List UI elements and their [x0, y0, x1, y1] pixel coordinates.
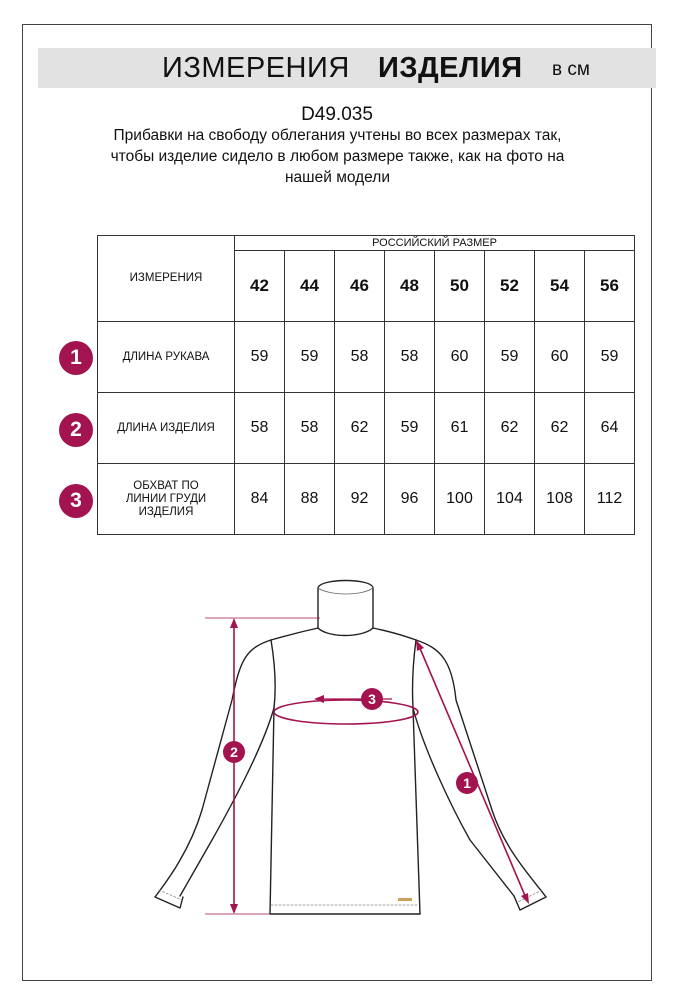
length-marker: 2	[230, 744, 238, 760]
table-cell: 112	[585, 464, 635, 535]
group-label: РОССИЙСКИЙ РАЗМЕР	[235, 236, 635, 251]
table-cell: 59	[485, 322, 535, 393]
corner-label: ИЗМЕРЕНИЯ	[98, 236, 235, 322]
size-header: 46	[335, 251, 385, 322]
collar-outline	[318, 581, 373, 629]
row-number-badge: 2	[59, 413, 93, 447]
table-cell: 59	[235, 322, 285, 393]
product-code: D49.035	[301, 104, 373, 125]
table-cell: 58	[235, 393, 285, 464]
size-header: 44	[285, 251, 335, 322]
title-units: в см	[552, 59, 590, 80]
table-row	[98, 464, 635, 535]
table-cell: 62	[485, 393, 535, 464]
size-header: 54	[535, 251, 585, 322]
table-cell: 62	[335, 393, 385, 464]
fit-note: Прибавки на свободу облегания учтены во всех размерах так, чтобы изделие сидело в любом размере также, как на фото на нашей модели	[110, 127, 565, 186]
table-cell: 62	[535, 393, 585, 464]
left-sleeve-outer	[155, 640, 271, 897]
table-cell: 60	[435, 322, 485, 393]
chest-marker: 3	[368, 691, 376, 707]
row-number-badge: 1	[59, 341, 93, 375]
garment-sketch	[0, 560, 674, 940]
table-row	[98, 393, 635, 464]
chest-ellipse	[274, 700, 418, 724]
right-sleeve-inner	[413, 708, 514, 896]
table-cell: 60	[535, 322, 585, 393]
sleeve-marker: 1	[463, 775, 471, 791]
right-side-seam	[412, 640, 420, 914]
table-cell: 96	[385, 464, 435, 535]
row-label: ОБХВАТ ПО ЛИНИИ ГРУДИ ИЗДЕЛИЯ	[98, 464, 235, 535]
table-cell: 92	[335, 464, 385, 535]
table-cell: 104	[485, 464, 535, 535]
left-sleeve-inner	[180, 708, 274, 896]
left-side-seam	[270, 640, 275, 914]
size-table	[97, 235, 635, 535]
table-cell: 88	[285, 464, 335, 535]
table-cell: 61	[435, 393, 485, 464]
row-number-badge: 3	[59, 484, 93, 518]
title-regular: ИЗМЕРЕНИЯ	[162, 52, 350, 84]
left-shoulder	[271, 628, 318, 640]
size-header: 48	[385, 251, 435, 322]
label-tag	[398, 898, 412, 901]
size-header: 42	[235, 251, 285, 322]
table-cell: 58	[385, 322, 435, 393]
title-bold: ИЗДЕЛИЯ	[378, 52, 523, 84]
table-cell: 58	[335, 322, 385, 393]
size-header: 56	[585, 251, 635, 322]
row-label: ДЛИНА ИЗДЕЛИЯ	[98, 393, 235, 464]
right-shoulder	[373, 628, 416, 640]
table-cell: 64	[585, 393, 635, 464]
table-cell: 84	[235, 464, 285, 535]
table-cell: 59	[385, 393, 435, 464]
table-cell: 59	[585, 322, 635, 393]
table-cell: 59	[285, 322, 335, 393]
table-cell: 108	[535, 464, 585, 535]
sleeve-arrow	[419, 646, 526, 898]
size-header: 50	[435, 251, 485, 322]
size-header: 52	[485, 251, 535, 322]
row-label: ДЛИНА РУКАВА	[98, 322, 235, 393]
table-cell: 58	[285, 393, 335, 464]
table-row	[98, 322, 635, 393]
table-cell: 100	[435, 464, 485, 535]
